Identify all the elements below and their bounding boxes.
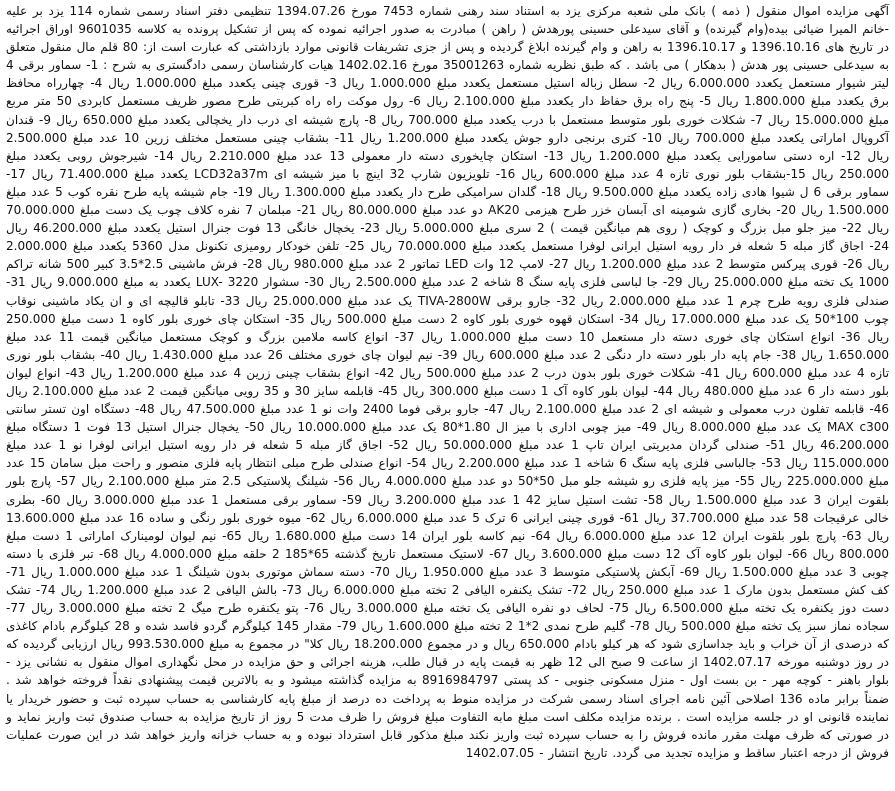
auction-notice-text: آگهی مزایده اموال منقول ( ذمه ) بانک ملی شعبه مرکزی یزد به استناد سند رهنی شماره 7453 مورخ 1394.07.26 تنظیمی دفتر اسناد رسمی شماره 114 یزد بر علیه -خانم المیرا ضیائی بیده(وام گیرنده) و آقای سیدعلی حسینی پورهدش ( راهن ) مبادرت به صدور اجرائیه نموده که پس از تشکیل پرونده به کلاسه 9601035 اوراق اجرائیه در تاریخ های 1396.10.16 و 1396.10.17 به راهن و وام گیرنده ابلاغ گردیده و پس از جزی تشریفات قانونی موارد بازداشتی که عبارت است از: 80 قلم مال منقول متعلق به سیدعلی حسینی پور هدش ( بدهکار ) می باشد . که طبق نظریه شماره 35001263 مورخ 1402.02.16 هیات کارشناسان رسمی دادگستری به شرح : 1- سماور برقی 4 لیتر شیوار مستعمل یکعدد 6.000.000 ریال 2- سطل زباله استیل مستعمل یکعدد مبلغ 1.000.000 ریال 3- قوری چینی یکعدد مبلغ 1.000.000 ریال 4- چهارراه محافظ برق یکعدد مبلغ 1.800.000 ریال 5- پنج راه برق حفاظ دار یکعدد مبلغ 2.100.000 ریال 6- رول موکت راه راه کبریتی طرح مصور ظریف مستعمل کابردی 50 متر مربع مبلغ 15.000.000 ریال 7- شکلات خوری بلور متوسط مستعمل با درب یکعدد مبلغ 700.000 ریال 8- پارچ شیشه ای درب دار یخچالی یکعدد مبلغ 650.000 ریال 9- قندان آکروپال اماراتی یکعدد مبلغ 700.000 ریال 10- کتری برنجی دارو جوش یکعدد مبلغ 1.200.000 ریال 11- بشقاب چینی مستعمل مختلف زرین 10 عدد مبلغ 2.500.000 ریال 12- اره دستی سامورایی یکعدد مبلغ 1.200.000 ریال 13- استکان چایخوری دسته دار معمولی 13 عدد مبلغ 2.210.000 ریال 14- شیرجوش روبی یکعدد مبلغ 250.000 ریال 15-بشقاب بلور نوری تازه 4 عدد مبلغ 600.000 ریال 16- تلویزیون شارپ 32 اینچ با میز شیشه ای LCD32a37m یکعدد مبلغ 71.400.000 ریال 17- سماور برقی 6 ل شیوا هادی زاده یکعدد مبلغ 9.500.000 ریال 18- گلدان سرامیکی طرح دار یکعدد مبلغ 1.300.000 ریال 19- جام شیشه پایه طرح نقره کوب 5 عدد مبلغ 1.500.000 ریال 20- بخاری گازی شومینه ای آبسان خزر طرح هیزمی AK20 دو عدد مبلغ 80.000.000 ریال 21- مبلمان 7 نفره کلاف چوب یک دست مبلغ 70.000.000 ریال 22- میز جلو مبل بزرگ و کوچک ( روی هم میانگین قیمت ) 2 سری مبلغ 5.000.000 ریال 23- یخچال خانگی 13 فوت جنرال استیل یکعدد مبلغ 46.200.000 ریال 24- اجاق گاز مبله 5 شعله فر دار رویه استیل ایرانی لوفرا مستعمل یکعدد مبلغ 70.000.000 ریال 25- تلفن خودکار رومیزی تکنونل مدل 5360 یکعدد مبلغ 2.000.000 ریال 26- قوری پیرکس متوسط 2 عدد مبلغ 1.200.000 ریال 27- لامپ 12 وات LED تماتور 2 عدد مبلغ 980.000 ریال 28- فرش ماشینی 2.5*3.5 کبیر 500 شانه تراکم 1000 یک تخته مبلغ 25.000.000 ریال 29- جا لباسی فلزی پایه سنگ 8 شاخه 2 عدد مبلغ 2.500.000 ریال 30- سشوار LUX- 3220 یکعدد به مبلغ 9.000.000 ریال 31- صندلی فلزی رویه طرح چرم 1 عدد مبلغ 2.000.000 ریال 32- جارو برقی TIVA-2800W یک عدد مبلغ 25.000.000 ریال 33- تابلو قالیچه ای و ان یکاد ماشینی نوقاب چوب 100*50 یک عدد مبلغ 17.000.000 ریال 34- استکان قهوه خوری بلور کاوه 2 دست مبلغ 500.000 ریال 35- استکان چای خوری بلور کاوه 1 دست مبلغ 250.000 ریال 36- انواع استکان چای خوری دسته دار مستعمل 10 دست مبلغ 1.000.000 ریال 37- انواع کاسه ملامین بزرگ و کوچک مستعمل میانگین قیمت 11 عدد مبلغ 1.650.000 ریال 38- جام پایه دار بلور دسته دار دنگی 2 عدد مبلغ 600.000 ریال 39- نیم لیوان چای خوری مختلف 26 عدد مبلغ 1.430.000 ریال 40- بشقاب بلور نوری تازه 4 عدد مبلغ 600.000 ریال 41- شکلات خوری بلور بدون درب 2 عدد مبلغ 500.000 ریال 42- انواع بشقاب چینی زرین 4 عدد مبلغ 1.200.000 ریال 43- انواع لیوان بلور دسته دار 6 عدد مبلغ 480.000 ریال 44- لیوان بلور کاوه آک 1 دست مبلغ 300.000 ریال 45- قابلمه سایز 30 و 35 رویی میانگین قیمت 2 عدد مبلغ 2.100.000 ریال 46- قابلمه تفلون درب معمولی و شیشه ای 2 عدد مبلغ 2.100.000 ریال 47- جارو برقی فوما 2400 وات نو 1 عدد مبلغ 47.500.000 ریال 48- دستگاه اون تستر سانتی MAX c300 یک عدد مبلغ 8.000.000 ریال 49- میز چوبی اداری با میز ال 1.80*80 یک عدد مبلغ 10.000.000 ریال 50- یخچال جنرال استیل 13 فوت 1 دستگاه مبلغ 46.200.000 ریال 51- صندلی گردان مدیریتی ایران تاپ 1 عدد مبلغ 50.000.000 ریال 52- اجاق گاز مبله 5 شعله فر دار رویه استیل ایرانی لوفرا نو 1 عدد مبلغ 115.000.000 ریال 53- جالباسی فلزی پایه سنگ 6 شاخه 1 عدد مبلغ 2.200.000 ریال 54- انواع صندلی طرح مبلی انتظار پایه فلزی منصور و راحت مبل سامان 15 عدد مبلغ 225.000.000 ریال 55- میز پایه فلزی رو شیشه جلو مبل 50*50 دو عدد مبلغ 4.000.000 ریال 56- شیلنگ پلاستیکی 2.5 متر مبلغ 2.100.000 ریال 57- پارچ بلور بلقوت ایران 3 عدد مبلغ 1.500.000 ریال 58- تشت استیل سایز 42 1 عدد مبلغ 3.200.000 ریال 59- سماور برقی مستعمل 1 عدد مبلغ 3.000.000 ریال 60- بطری خالی عرقیجات 58 عدد مبلغ 37.700.000 ریال 61- قوری چینی ایرانی 6 ترک 5 عدد مبلغ 6.000.000 ریال 62- میوه خوری بلور رنگی و ساده 16 عدد مبلغ 13.600.000 ریال 63- پارچ بلور بلقوت ایران 12 عدد مبلغ 6.000.000 ریال 64- نیم کاسه بلور ایران 14 دست مبلغ 1.680.000 ریال 65- نیم لیوان لومینارک اماراتی 1 دست مبلغ 800.000 ریال 66- لیوان بلور کاوه آک 12 دست مبلغ 3.600.000 ریال 67- لاستیک مستعمل تاریخ گذشته 65*185 2 حلقه مبلغ 4.000.000 ریال 68- تبر فلزی با دسته چوبی 3 عدد مبلغ 1.500.000 ریال 69- آبکش پلاستیکی متوسط 3 عدد مبلغ 1.950.000 ریال 70- دسته سماش موتوری بدون شیلنگ 1 عدد مبلغ 1.000.000 ریال 71- کف کش مستعمل بدون مارک 1 عدد مبلغ 250.000 ریال 72- تشک یکنفره الیافی 2 تخته مبلغ 6.000.000 ریال 73- بالش الیافی 2 عدد مبلغ 1.200.000 ریال 74- تشک دست دوز یکنفره یک تخته مبلغ 6.500.000 ریال 75- لحاف دو نفره الیافی یک تخته مبلغ 3.000.000 ریال 76- پتو یکنفره طرح میگ 2 تخته مبلغ 3.000.000 ریال 77- سجاده نماز سبز یک تخته مبلغ 500.000 ریال 78- گلیم طرح نمدی 2*1 2 تخته مبلغ 1.600.000 ریال 79- مقدار 145 کیلوگرم گردو فاسد شده و 28 کیلوگرم بادام کاغذی که درصدی از آن خراب و باید جداسازی شود که هر کیلو بادام 650.000 ریال و در مجموع 18.200.000 ریال کلا" در مجموع به مبلغ 993.530.000 ریال ارزیابی گردیده که در روز دوشنبه مورخه 1402.07.17 از ساعت 9 صبح الی 12 ظهر به قیمت پایه در قبال طلب، هزینه اجرائی و حق مزایده در محل نگهداری اموال منقول به نشانی یزد - بلوار باهنر - کوچه مهر - بن بست اول - منزل مسکونی جنوبی - کد پستی 8916984797 به مزایده گذاشته میشود و به بالاترین قیمت پیشنهادی نقداً فروخته خواهد شد . ضمناً برابر ماده 136 اصلاحی آئین نامه اجرای اسناد رسمی شرکت در مزایده منوط به پرداخت ده درصد از مبلغ پایه کارشناسی به حساب سپرده ثبت و حضور خریدار یا نماینده قانونی او در جلسه مزایده است . برنده مزایده مکلف است مبلغ مابه التفاوت مبلغ فروش را ظرف مدت 5 روز از تاریخ مزایده به حساب صندوق ثبت واریز نماید و در صورتی که ظرف مهلت مقرر مانده فروش را به حساب سپرده ثبت واریز نکند مبلغ مذکور قابل استرداد نبوده و به حساب خزانه واریز خواهد شد در این صورت عملیات فروش از درجه اعتبار ساقط و مزایده تجدید می گردد. تاریخ انتشار - 1402.07.05 bbox=[6, 4, 890, 760]
